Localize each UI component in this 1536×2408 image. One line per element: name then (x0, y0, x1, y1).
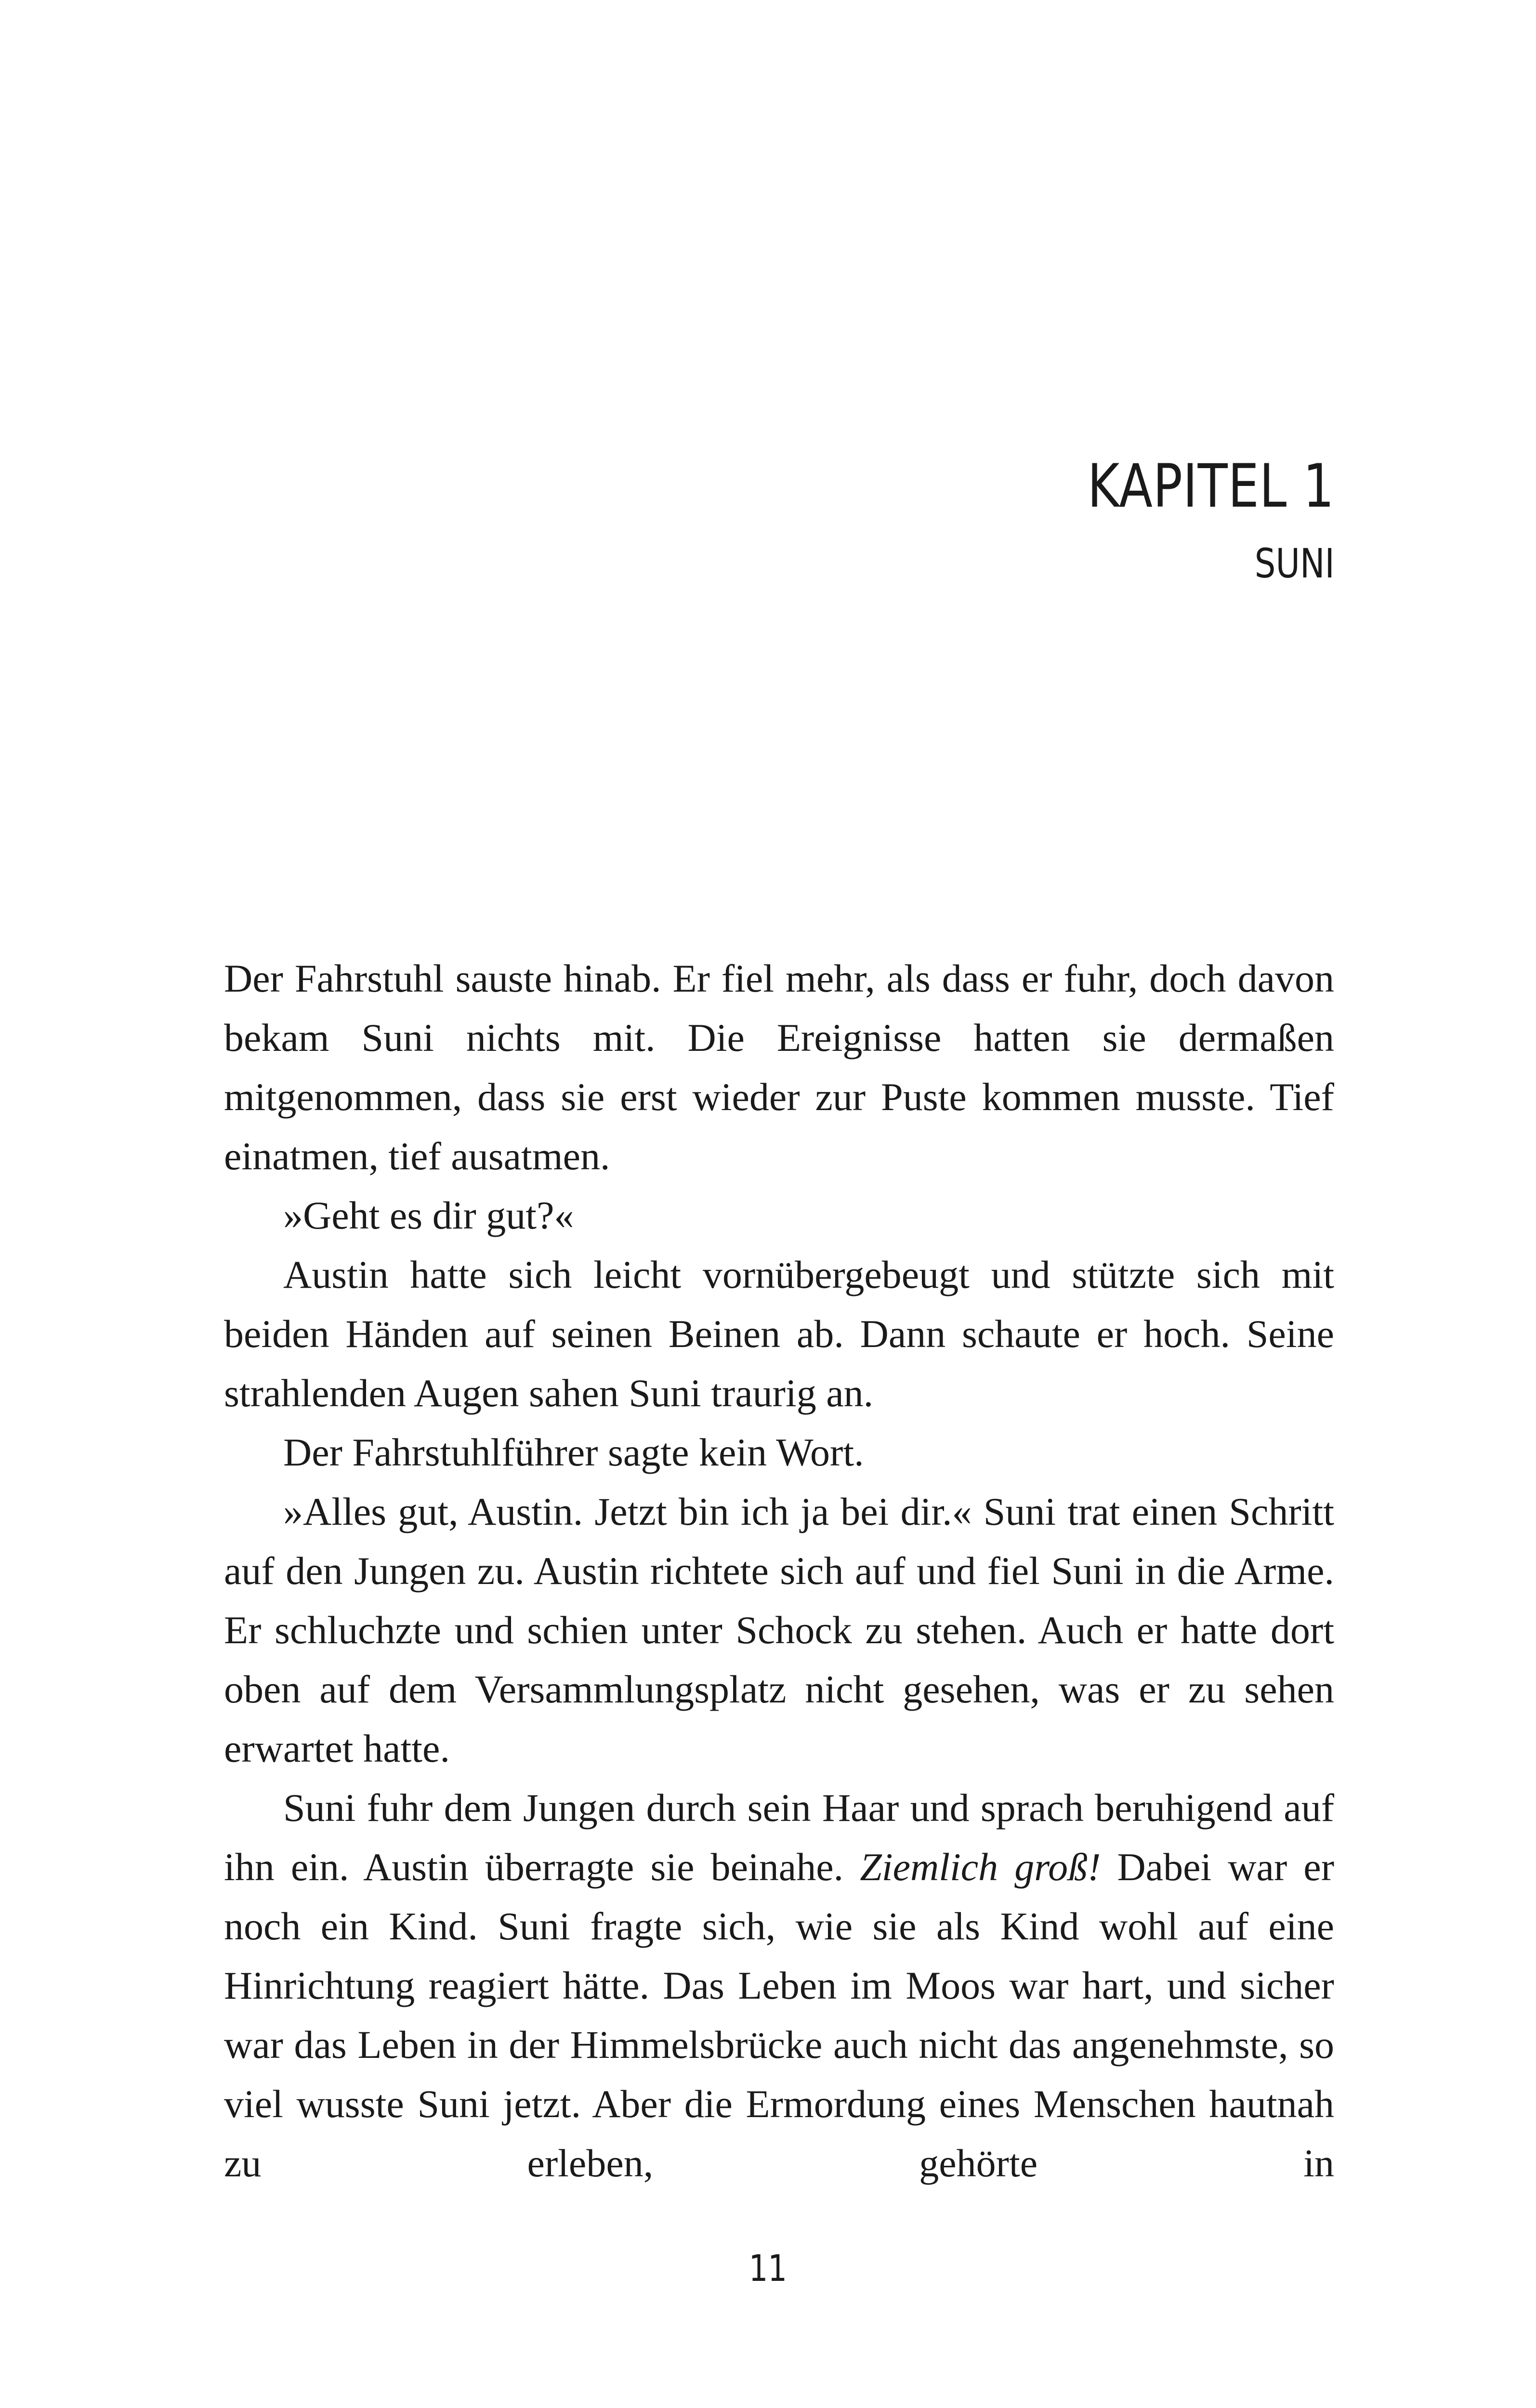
paragraph-6-after: Dabei war er noch ein Kind. Suni fragte sich, wie sie als Kind wohl auf eine Hinrichtung reagiert hätte. Das Leben im Moos war hart, und sicher war das Leben in der Himmelsbrücke auch nicht das angenehmste, so viel wusste Suni jetzt. Aber die Ermordung eines Menschen hautnah zu erleben, gehörte in (224, 1845, 1335, 2185)
chapter-number: KAPITEL 1 (1087, 452, 1335, 521)
paragraph-5: »Alles gut, Austin. Jetzt bin ich ja bei dir.« Suni trat einen Schritt auf den Jungen zu. Austin richtete sich auf und fiel Suni in die Arme. Er schluchzte und schien unter Schock zu stehen. Auch er hatte dort oben auf dem Versammlungsplatz nicht gesehen, was er zu sehen erwartet hatte. (224, 1490, 1334, 1770)
paragraph-3: Austin hatte sich leicht vornübergebeugt und stützte sich mit beiden Händen auf seinen Beinen ab. Dann schaute er hoch. Seine strahlenden Augen sahen Suni traurig an. (224, 1253, 1334, 1415)
paragraph-6-before: Suni fuhr dem Jungen durch sein Haar und sprach beruhigend auf ihn ein. Austin überragte sie beinahe. (224, 1786, 1334, 1889)
page-number-label: 11 (748, 2247, 788, 2290)
paragraph-4: Der Fahrstuhlführer sagte kein Wort. (283, 1430, 864, 1474)
paragraph-2: »Geht es dir gut?« (283, 1193, 574, 1237)
page-number (0, 2244, 1536, 2292)
paragraph-1: Der Fahrstuhl sauste hinab. Er fiel mehr, als dass er fuhr, doch davon bekam Suni nichts mit. Die Ereignisse hatten sie dermaßen mitgenommen, dass sie erst wieder zur Puste kommen musste. Tief einatmen, tief ausatmen. (224, 956, 1334, 1178)
chapter-title: SUNI (1255, 540, 1335, 587)
chapter-heading (1033, 448, 1335, 592)
body-text (224, 949, 1334, 2193)
paragraph-6-emphasis: Ziemlich groß! (860, 1845, 1101, 1889)
paragraph-6 (224, 1778, 1334, 2193)
